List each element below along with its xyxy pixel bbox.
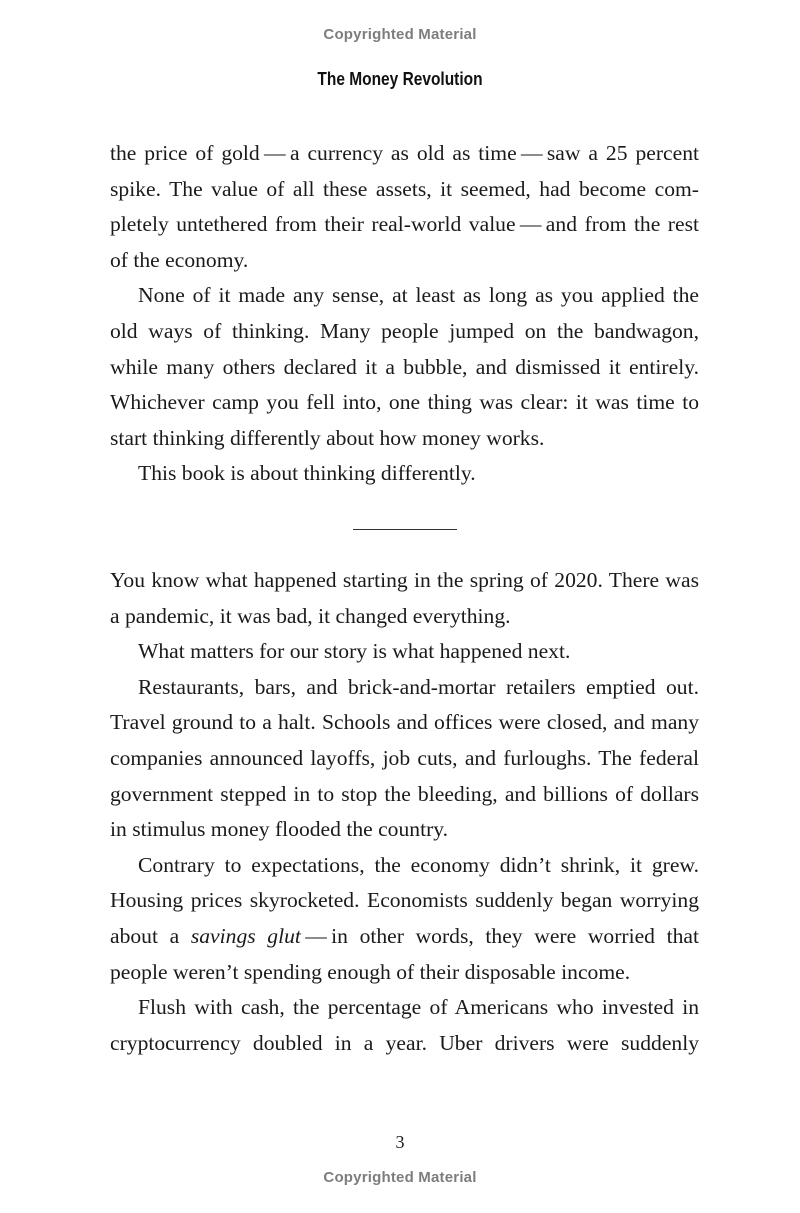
copyright-watermark-top: Copyrighted Material [323,26,477,43]
paragraph: Flush with cash, the percentage of Americans who invested in cryptocurrency doubled in a year. Uber drivers were suddenly [110,995,699,1055]
paragraph-text: Contrary to expectations, the economy didn’t shrink, it grew. Housing prices skyrocketed. Economists suddenly began worrying about a [110,852,699,948]
paragraph: the price of gold — a currency as old as time — saw a 25 percent spike. The value of all these assets, it seemed, had become completely untethered from their real-world value — and from the rest of the economy. [110,141,699,272]
paragraph-text: — in other words, they were worried that people weren’t spending enough of their disposable income. [110,923,700,984]
paragraph: This book is about thinking differently. [138,461,476,486]
section-break-rule [353,529,457,530]
paragraph [110,848,699,990]
copyright-watermark-bottom: Copyrighted Material [323,1169,477,1186]
paragraph: You know what happened starting in the spring of 2020. There was a pandemic, it was bad, it changed everything. [110,568,699,628]
body-text-section-1 [110,136,699,492]
italic-term: savings glut [190,923,301,948]
paragraph: What matters for our story is what happened next. [138,639,571,664]
paragraph: None of it made any sense, at least as long as you applied the old ways of thinking. Many people jumped on the bandwagon, while many others declared it a bubble, and dismissed it entirely. Whichever camp you fell into, one thing was clear: it was time to start thinking differently about how money works. [110,283,699,450]
page-number: 3 [395,1132,405,1152]
paragraph: Restaurants, bars, and brick-and-mortar retailers emptied out. Travel ground to a halt. Schools and offices were closed, and many companies announced layoffs, job cuts, and furloughs. The federal government stepped in to stop the bleeding, and billions of dollars in stimulus money flooded the country. [110,674,699,842]
body-text-section-2 [110,563,699,1061]
running-head-title: The Money Revolution [317,69,483,89]
